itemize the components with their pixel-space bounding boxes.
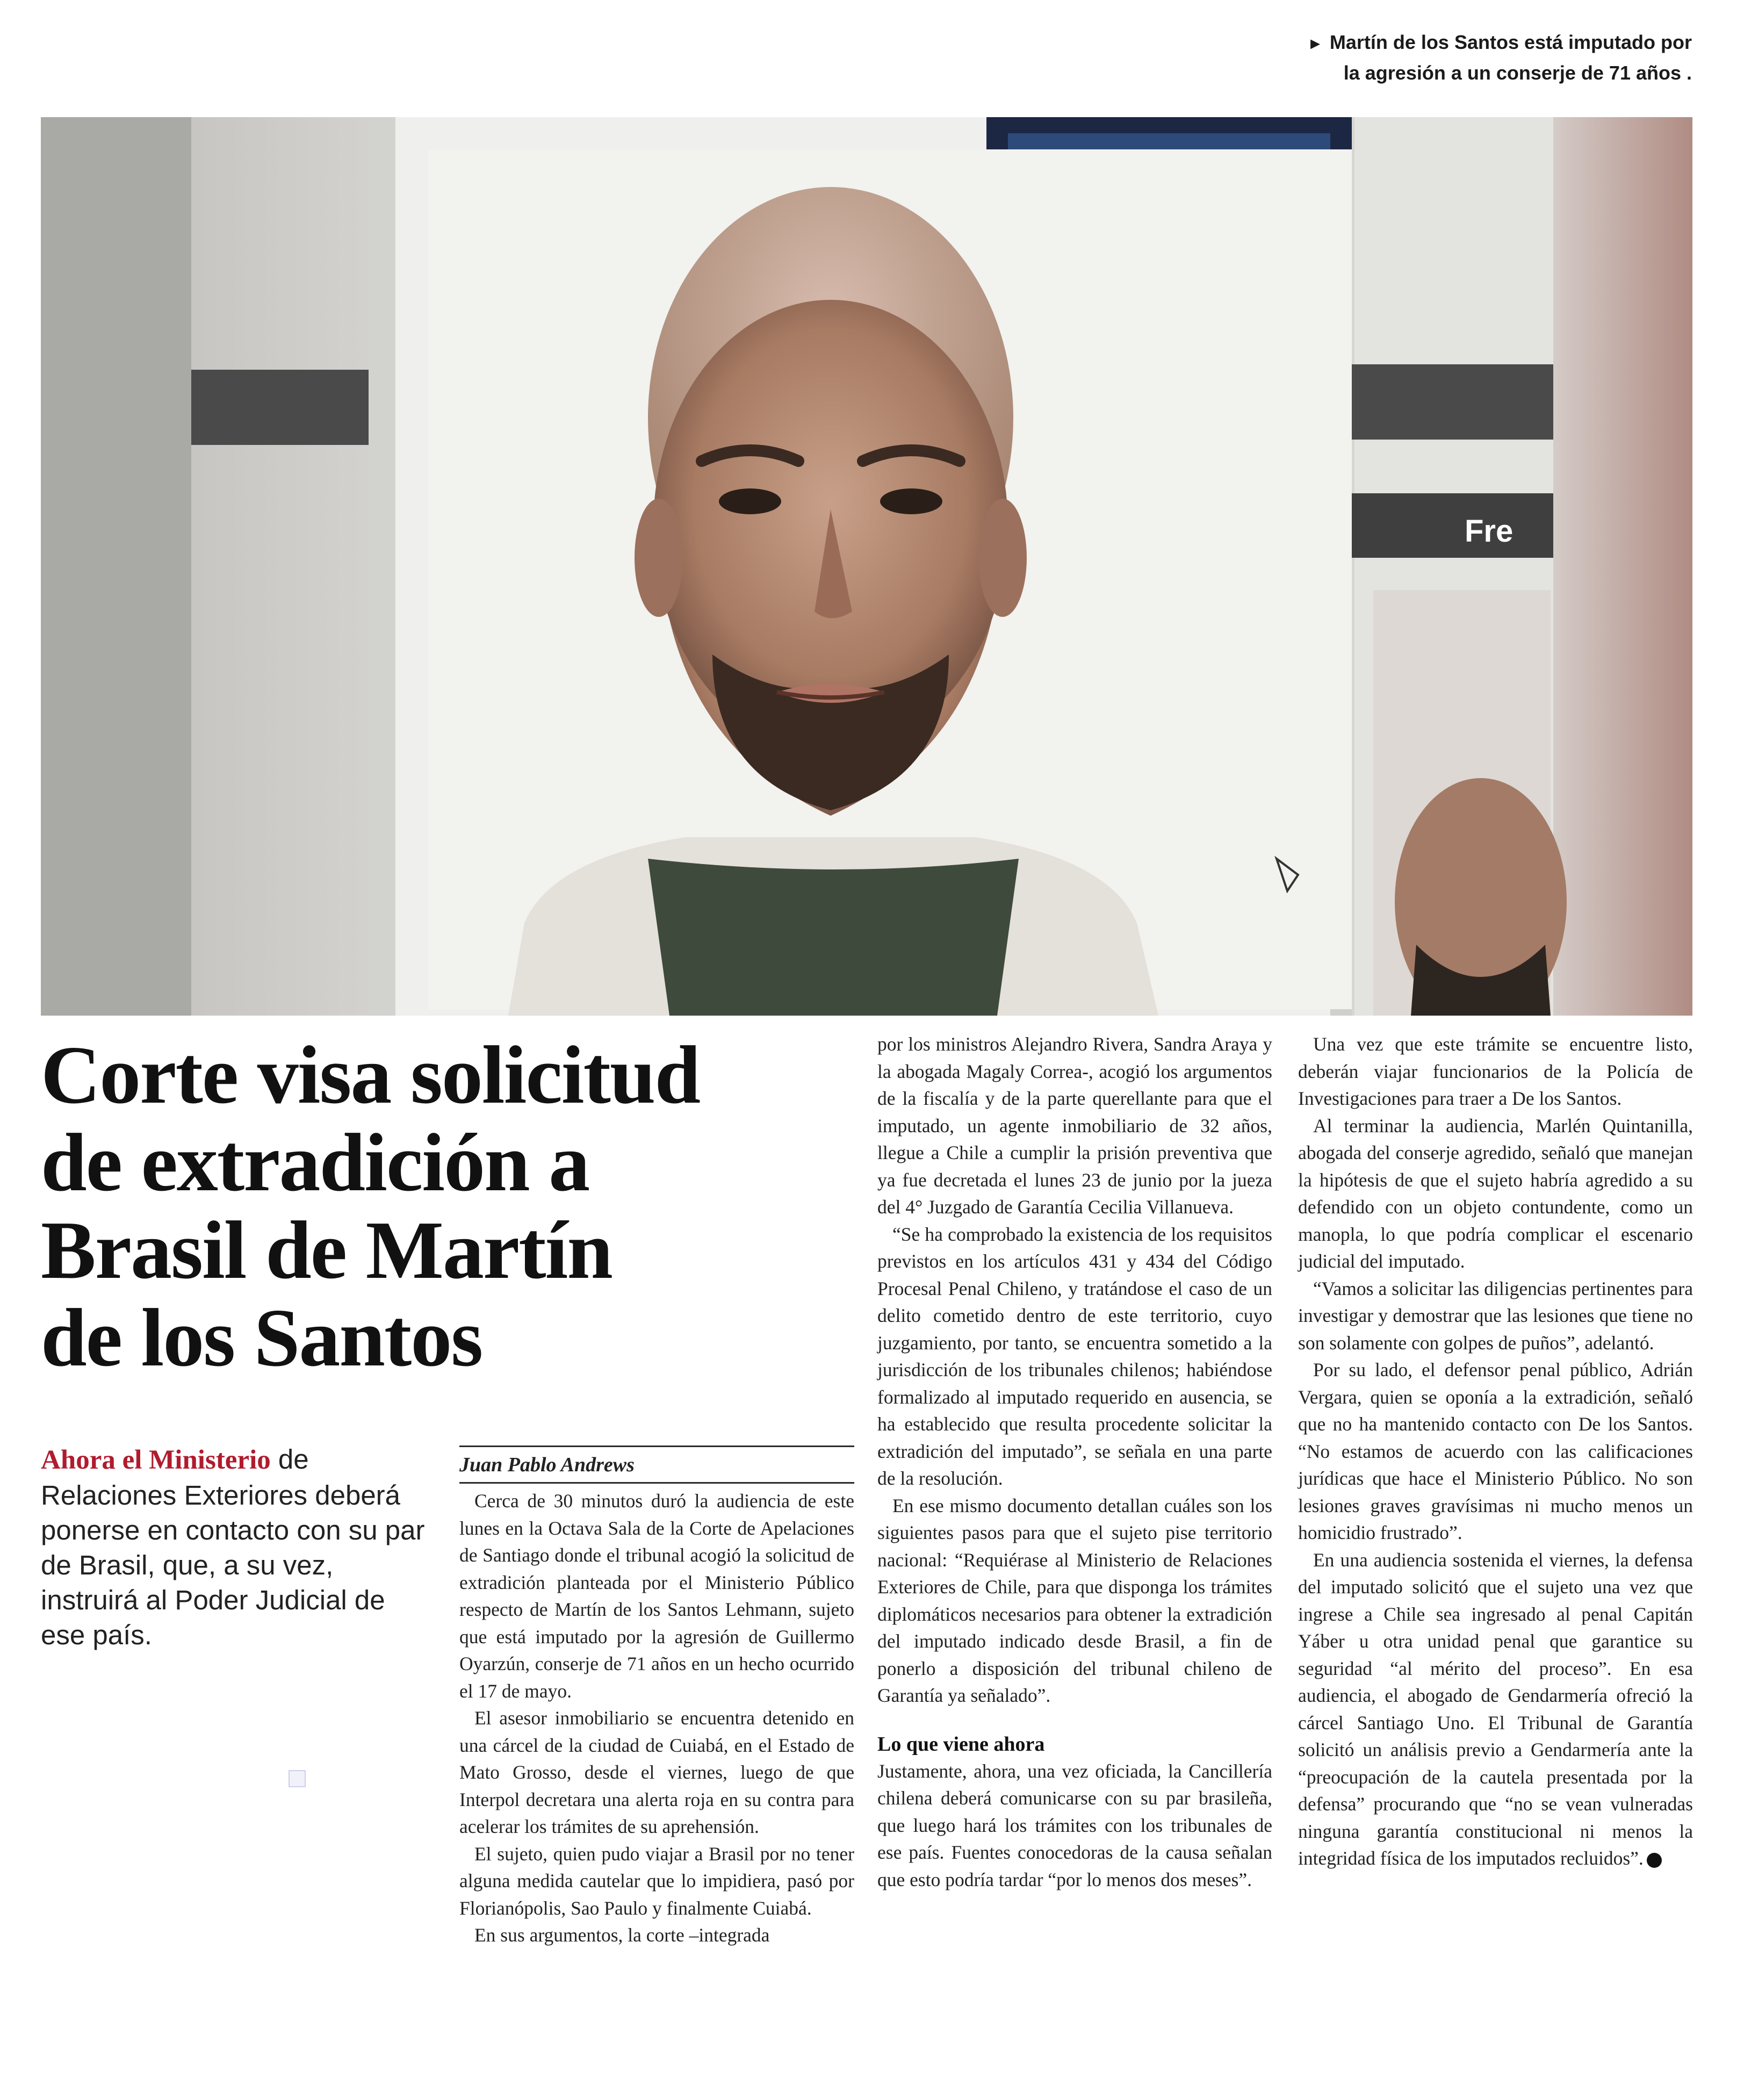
paragraph: En ese mismo documento detallan cuáles son los siguientes pasos para que el sujeto pise territorio nacional: “Requiérase al Ministerio de Relaciones Exteriores de Chile, para que disponga los trámites diplomáticos necesarios para obtener la extradición del imputado indicado desde Brasil, a fin de ponerlo a disposición del tribunal chileno de Garantía ya señalado”.: [877, 1494, 1272, 1706]
paragraph: El sujeto, quien pudo viajar a Brasil por no tener alguna medida cautelar que lo impidiera, pasó por Florianópolis, Sao Paulo y finalmente Cuiabá.: [459, 1843, 854, 1919]
byline: Juan Pablo Andrews: [459, 1454, 635, 1476]
paragraph: por los ministros Alejandro Rivera, Sandra Araya y la abogada Magaly Correa-, acogió los argumentos de la fiscalía y de la parte querellante para que el imputado, un agente inmobiliario de 32 años, llegue a Chile a cumplir la prisión preventiva que ya fue decretada el lunes 23 de junio por la jueza del 4° Juzgado de Garantía Cecilia Villanueva.: [877, 1033, 1272, 1218]
photo-caption: [1251, 28, 1692, 88]
lead-paragraph: [41, 1442, 428, 1652]
lead-text: de Relaciones Exteriores deberá ponerse en contacto con su par de Brasil, que, a su vez, instruirá al Poder Judicial de ese país.: [41, 1444, 425, 1650]
paragraph: Cerca de 30 minutos duró la audiencia de este lunes en la Octava Sala de la Corte de Apelaciones de Santiago donde el tribunal acogió la solicitud de extradición planteada por el Ministerio Público respecto de Martín de los Santos Lehmann, sujeto que está imputado por la agresión de Guillermo Oyarzún, conserje de 71 años en un hecho ocurrido el 17 de mayo.: [459, 1490, 854, 1702]
small-marker-icon: [289, 1770, 306, 1787]
triangle-marker-icon: ►: [1307, 35, 1323, 53]
paragraph: [1298, 1547, 1693, 1872]
paragraph: “Se ha comprobado la existencia de los requisitos previstos en los artículos 431 y 434 del Código Procesal Penal Chileno, y tratándose el caso de un delito cometido dentro de este territorio, cuyo juzgamiento, por tanto, se encuentra sometido a la jurisdicción de los tribunales chilenos; habiéndose formalizado al imputado requerido en ausencia, se ha establecido que resulta procedente solicitar la extradición del imputado”, se señala en una parte de la resolución.: [877, 1223, 1272, 1489]
body-column-3: [1298, 1031, 1693, 1872]
headline-line-3: Brasil de Martín: [41, 1205, 612, 1296]
screen-text: Fre: [1465, 514, 1514, 549]
byline-rule-bottom: [459, 1482, 854, 1484]
paragraph: El asesor inmobiliario se encuentra detenido en una cárcel de la ciudad de Cuiabá, en el Estado de Mato Grosso, desde el viernes, luego de que Interpol decretara una alerta roja en su contra para acelerar los trámites de su aprehensión.: [459, 1707, 854, 1837]
paragraph-text: En una audiencia sostenida el viernes, la defensa del imputado solicitó que el sujeto una vez que ingrese a Chile sea ingresado al penal Capitán Yáber u otra unidad penal que garantice su seguridad “al mérito del proceso”. En esa audiencia, el abogado de Gendarmería ofreció la cárcel Santiago Uno. El Tribunal de Garantía solicitó un análisis previo a Gendarmería ante la “preocupación de la cautela presentada por la defensa” procurando que “no se vean vulneradas ninguna garantía constitucional ni menos la integridad física de los imputados recluidos”.: [1298, 1549, 1693, 1869]
lead-kicker: Ahora el Ministerio: [41, 1445, 271, 1475]
headline: [41, 1032, 847, 1382]
subheading: Lo que viene ahora: [877, 1732, 1045, 1756]
photo-illustration: [41, 117, 1692, 1016]
paragraph: Por su lado, el defensor penal público, Adrián Vergara, quien se oponía a la extradición, señaló que no ha mantenido contacto con De los Santos. “No estamos de acuerdo con las calificaciones jurídicas que hace el Ministerio Público. No son lesiones graves gravísimas ni mucho menos un homicidio frustrado”.: [1298, 1359, 1693, 1543]
byline-rule-top: [459, 1445, 854, 1447]
body-column-2: [877, 1031, 1272, 1893]
paragraph: “Vamos a solicitar las diligencias pertinentes para investigar y demostrar que las lesiones que tiene no son solamente con golpes de puños”, adelantó.: [1298, 1277, 1693, 1354]
paragraph: En sus argumentos, la corte –integrada: [474, 1924, 770, 1946]
caption-line-2: la agresión a un conserje de 71 años .: [1343, 62, 1692, 84]
caption-text-1: Martín de los Santos está imputado por: [1329, 31, 1692, 53]
paragraph: Al terminar la audiencia, Marlén Quintanilla, abogada del conserje agredido, señaló que manejan la hipótesis de que el sujeto habría agredido a su defendido con un objeto contundente, como un manopla, lo que podría complicar el escenario judicial del imputado.: [1298, 1114, 1693, 1272]
paragraph: Justamente, ahora, una vez oficiada, la Cancillería chilena deberá comunicarse con su par brasileña, que luego hará los trámites con los tribunales de ese país. Fuentes conocedoras de la causa señalan que esto podría tardar “por lo menos dos meses”.: [877, 1760, 1272, 1890]
body-column-1: [459, 1487, 854, 1949]
headline-line-1: Corte visa solicitud: [41, 1030, 700, 1121]
caption-line-1: [1251, 28, 1692, 59]
paragraph: Una vez que este trámite se encuentre listo, deberán viajar funcionarios de la Policía de Investigaciones para traer a De los Santos.: [1298, 1033, 1693, 1109]
main-photo: [41, 117, 1692, 1016]
end-of-article-icon: [1647, 1853, 1662, 1868]
headline-line-2: de extradición a: [41, 1117, 589, 1209]
headline-line-4: de los Santos: [41, 1292, 482, 1384]
